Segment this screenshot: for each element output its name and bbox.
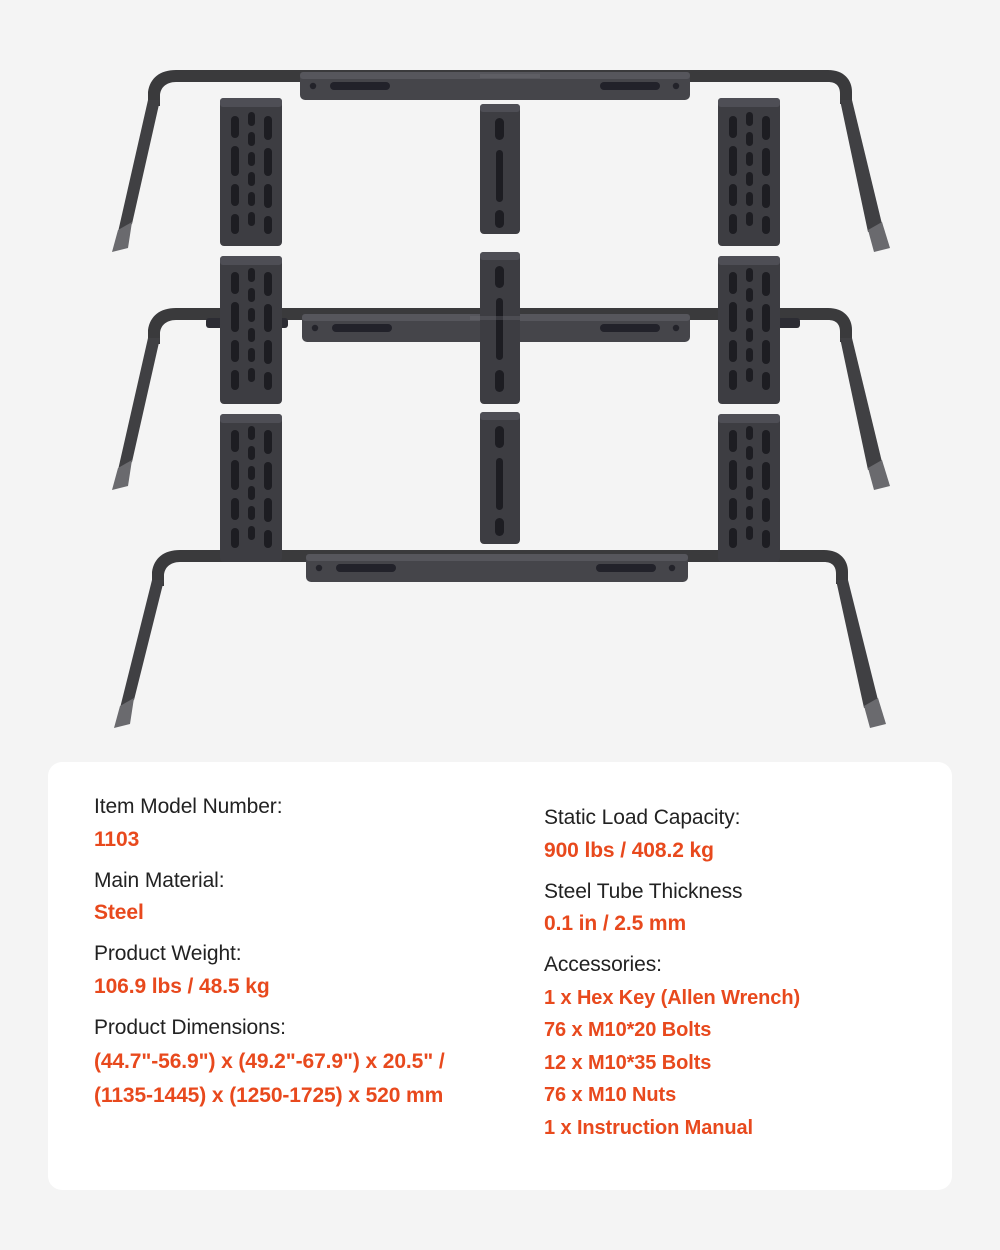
spec-value-product-weight: 106.9 lbs / 48.5 kg — [94, 975, 270, 999]
center-plate-lower — [480, 412, 520, 544]
crossbar-bottom — [306, 554, 688, 582]
spec-label-static-load-capacity: Static Load Capacity: — [544, 806, 741, 829]
spec-value-model-number: 1103 — [94, 827, 140, 851]
center-plate-upper — [480, 104, 520, 234]
spec-column-right — [500, 792, 952, 1190]
side-plate-left-upper — [220, 98, 282, 246]
center-plate-mid — [480, 252, 520, 404]
spec-value-main-material: Steel — [94, 901, 144, 925]
accessory-item: 1 x Hex Key (Allen Wrench) — [544, 987, 801, 1010]
spec-label-product-dimensions: Product Dimensions: — [94, 1015, 286, 1039]
spec-label-model-number: Item Model Number: — [94, 795, 283, 818]
spec-value-steel-tube-thickness: 0.1 in / 2.5 mm — [544, 912, 687, 936]
accessory-item: 12 x M10*35 Bolts — [544, 1051, 712, 1074]
accessory-item: 1 x Instruction Manual — [544, 1116, 753, 1139]
spec-value-static-load-capacity: 900 lbs / 408.2 kg — [544, 838, 714, 862]
side-plate-right-mid — [718, 256, 780, 404]
side-plate-right-lower — [718, 414, 780, 562]
accessory-item: 76 x M10*20 Bolts — [544, 1019, 712, 1042]
spec-label-main-material: Main Material: — [94, 868, 225, 892]
accessories-list — [538, 982, 924, 1144]
spec-value-product-dimensions-inches: (44.7"-56.9") x (49.2"-67.9") x 20.5" / — [94, 1049, 445, 1073]
accessory-item: 76 x M10 Nuts — [544, 1084, 677, 1107]
spec-label-accessories: Accessories: — [544, 953, 662, 977]
spec-label-steel-tube-thickness: Steel Tube Thickness — [544, 879, 743, 903]
side-plate-left-mid — [220, 256, 282, 404]
side-plate-left-lower — [220, 414, 282, 562]
spec-column-left — [48, 792, 500, 1190]
side-plate-right-upper — [718, 98, 780, 246]
spec-value-product-dimensions-mm: (1135-1445) x (1250-1725) x 520 mm — [94, 1084, 444, 1108]
spec-label-product-weight: Product Weight: — [94, 942, 242, 966]
specification-card — [48, 762, 952, 1190]
